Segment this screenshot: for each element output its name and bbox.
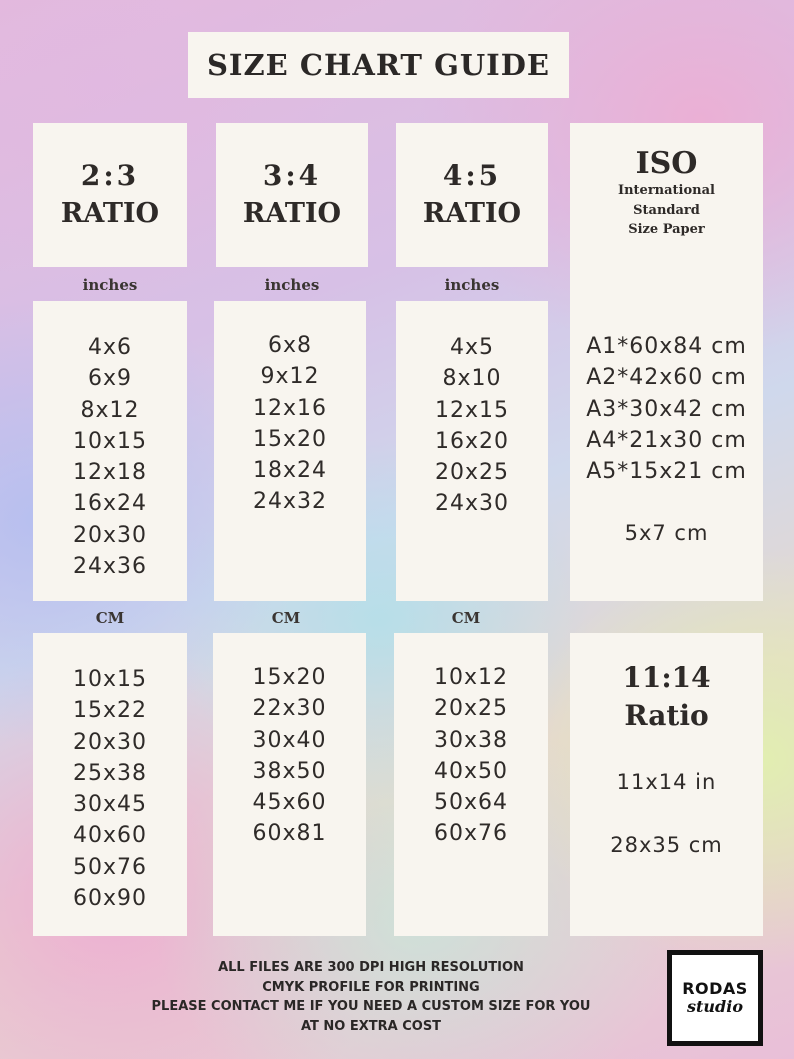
list-item: 6x8 <box>267 333 312 358</box>
ratio-header-3-4 <box>216 123 368 267</box>
iso-extra-size: 5x7 cm <box>624 521 709 545</box>
header-banner <box>188 32 569 98</box>
list-item: 15x22 <box>72 698 147 724</box>
list-item: A2*42x60 cm <box>586 365 747 391</box>
iso-subtitle-line: Size Paper <box>628 222 705 237</box>
cm-label: CM <box>271 609 301 627</box>
list-item: 30x40 <box>252 727 327 753</box>
list-item: 50x64 <box>433 790 508 816</box>
footer-line: AT NO EXTRA COST <box>300 1018 442 1034</box>
list-item: 15x20 <box>252 665 327 690</box>
list-item: 24x30 <box>434 491 509 517</box>
ratio-value: 3:4 <box>262 159 322 192</box>
list-item: 15x20 <box>252 426 327 452</box>
cm-list <box>33 664 187 914</box>
list-item: 30x45 <box>72 792 147 818</box>
inches-panel-3-4 <box>214 301 366 601</box>
list-item: A3*30x42 cm <box>586 396 747 422</box>
footer-line: ALL FILES ARE 300 DPI HIGH RESOLUTION <box>218 960 524 975</box>
logo-line-2: studio <box>687 997 743 1016</box>
list-item: 40x60 <box>72 823 147 849</box>
list-item: 4x6 <box>87 335 132 360</box>
iso-subtitle-line: Standard <box>633 202 700 218</box>
inches-panel-4-5 <box>396 301 548 601</box>
iso-subtitle-line: International <box>618 183 715 198</box>
cm-panel-3-4 <box>213 633 366 936</box>
inches-list <box>33 332 187 582</box>
ratio-word: RATIO <box>60 198 160 229</box>
list-item: 24x32 <box>252 489 327 515</box>
list-item: 8x12 <box>80 397 140 423</box>
inches-panel-2-3 <box>33 301 187 601</box>
list-item: 18x24 <box>252 458 327 484</box>
list-item: 4x5 <box>449 335 494 360</box>
list-item: 38x50 <box>252 758 327 784</box>
iso-title: ISO <box>635 146 698 181</box>
list-item: 20x25 <box>434 460 509 486</box>
iso-panel <box>570 123 763 601</box>
footer-line: CMYK PROFILE FOR PRINTING <box>262 979 480 995</box>
list-item: A1*60x84 cm <box>586 334 747 359</box>
list-item: 45x60 <box>252 790 327 816</box>
inches-label: inches <box>264 276 320 294</box>
list-item: 30x38 <box>433 727 508 753</box>
list-item: 40x50 <box>433 758 508 784</box>
cm-list <box>213 662 366 850</box>
inches-list <box>396 332 548 520</box>
list-item: 16x20 <box>434 428 509 454</box>
ratio-11-14-word: Ratio <box>624 699 709 732</box>
logo-line-1: RODAS <box>682 979 748 998</box>
list-item: 12x15 <box>434 397 509 423</box>
cm-label: CM <box>95 609 125 627</box>
list-item: A4*21x30 cm <box>586 427 747 453</box>
list-item: 60x76 <box>433 821 508 847</box>
iso-size-list <box>570 331 763 487</box>
footer-notes <box>100 958 642 1036</box>
list-item: 20x30 <box>72 729 147 755</box>
inches-label: inches <box>444 276 500 294</box>
list-item: 12x18 <box>72 460 147 486</box>
list-item: 10x15 <box>72 667 147 692</box>
list-item: 50x76 <box>72 854 147 880</box>
list-item: 12x16 <box>252 395 327 421</box>
list-item: 22x30 <box>252 696 327 722</box>
ratio-11-14-inches: 11x14 in <box>616 770 717 794</box>
brand-logo <box>667 950 763 1046</box>
list-item: 20x30 <box>72 522 147 548</box>
ratio-header-2-3 <box>33 123 187 267</box>
ratio-header-4-5 <box>396 123 548 267</box>
cm-list <box>394 662 548 850</box>
page-title: SIZE CHART GUIDE <box>206 48 550 82</box>
list-item: 16x24 <box>72 491 147 517</box>
list-item: 25x38 <box>72 760 147 786</box>
ratio-value: 2:3 <box>80 159 140 192</box>
cm-label: CM <box>451 609 481 627</box>
cm-panel-4-5 <box>394 633 548 936</box>
list-item: 24x36 <box>72 554 147 580</box>
list-item: 8x10 <box>442 366 502 392</box>
ratio-11-14-cm: 28x35 cm <box>610 833 723 857</box>
ratio-word: RATIO <box>422 198 522 229</box>
inches-label: inches <box>82 276 138 294</box>
ratio-11-14-title: 11:14 <box>622 661 711 694</box>
ratio-11-14-panel <box>570 633 763 936</box>
list-item: 9x12 <box>260 364 320 390</box>
footer-line: PLEASE CONTACT ME IF YOU NEED A CUSTOM SIZE FOR YOU <box>151 999 591 1014</box>
list-item: A5*15x21 cm <box>586 459 747 485</box>
list-item: 10x15 <box>72 428 147 454</box>
inches-list <box>214 330 366 518</box>
list-item: 10x12 <box>433 665 508 690</box>
ratio-value: 4:5 <box>442 159 502 192</box>
list-item: 6x9 <box>87 366 132 392</box>
list-item: 20x25 <box>433 696 508 722</box>
list-item: 60x90 <box>72 886 147 912</box>
ratio-word: RATIO <box>242 198 342 229</box>
list-item: 60x81 <box>252 821 327 847</box>
cm-panel-2-3 <box>33 633 187 936</box>
